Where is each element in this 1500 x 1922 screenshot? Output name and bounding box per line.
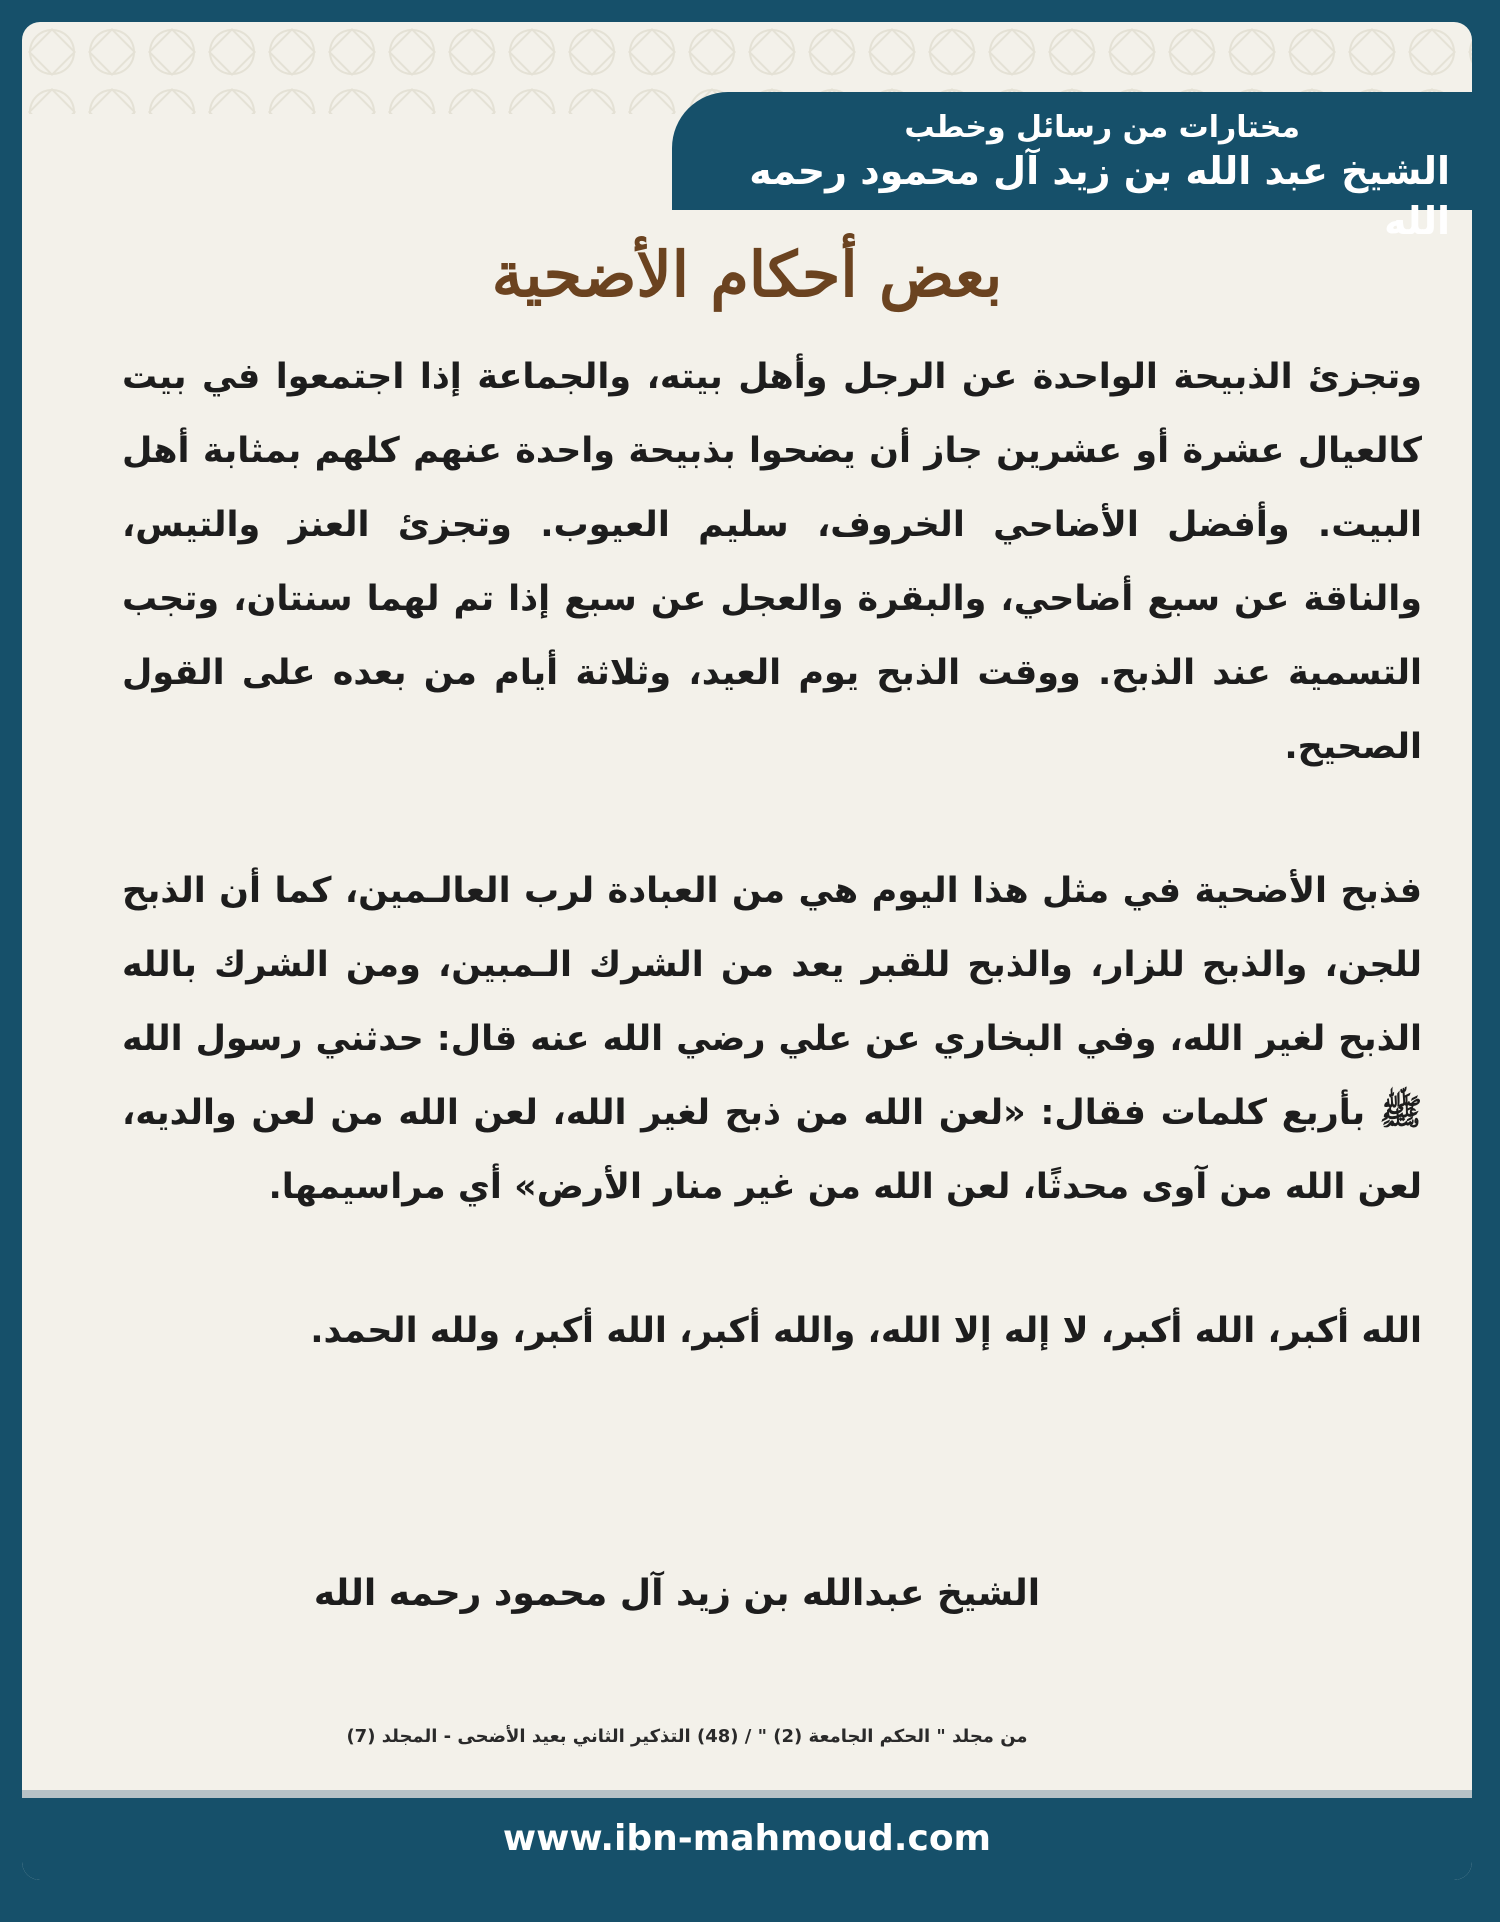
paragraph-2: فذبح الأضحية في مثل هذا اليوم هي من العبادة لرب العالـمين، كما أن الذبح للجن، والذبح للزار، والذبح للقبر يعد من الشرك الـمبين، ومن الشرك بالله الذبح لغير الله، وفي البخاري عن علي رضي الله عنه قال: حدثني رسول الله ﷺ بأربع كلمات فقال: «لعن الله من ذبح لغير الله، لعن الله من لعن والديه، لعن الله من آوى محدثًا، لعن الله من غير منار الأرض» أي مراسيمها. [122, 871, 1422, 1207]
paragraph-1: وتجزئ الذبيحة الواحدة عن الرجل وأهل بيته، والجماعة إذا اجتمعوا في بيت كالعيال عشرة أو عشرين جاز أن يضحوا بذبيحة واحدة عنهم كلهم بمثابة أهل البيت. وأفضل الأضاحي الخروف، سليم العيوب. وتجزئ العنز والتيس، والناقة عن سبع أضاحي، والبقرة والعجل عن سبع إذا تم لهما سنتان، وتجب التسمية عند الذبح. ووقت الذبح يوم العيد، وثلاثة أيام من بعده على القول الصحيح. [122, 357, 1422, 767]
header-banner [672, 92, 1472, 243]
article-body [122, 340, 1422, 1368]
content-card [22, 22, 1472, 1880]
source-citation: من مجلد " الحكم الجامعة (2) " / (48) التذكير الثاني بعيد الأضحى - المجلد (7) [346, 1726, 1028, 1747]
signature: الشيخ عبدالله بن زيد آل محمود رحمه الله [313, 1573, 1041, 1614]
series-title: مختارات من رسائل وخطب [904, 110, 1300, 145]
page-title: بعض أحكام الأضحية [491, 238, 1003, 311]
author-name: الشيخ عبد الله بن زيد آل محمود رحمه الله [749, 149, 1450, 243]
paragraph-3: الله أكبر، الله أكبر، لا إله إلا الله، والله أكبر، الله أكبر، ولله الحمد. [310, 1311, 1422, 1351]
footer-divider [22, 1790, 1472, 1798]
footer-url-link[interactable]: www.ibn-mahmoud.com [22, 1798, 1472, 1880]
